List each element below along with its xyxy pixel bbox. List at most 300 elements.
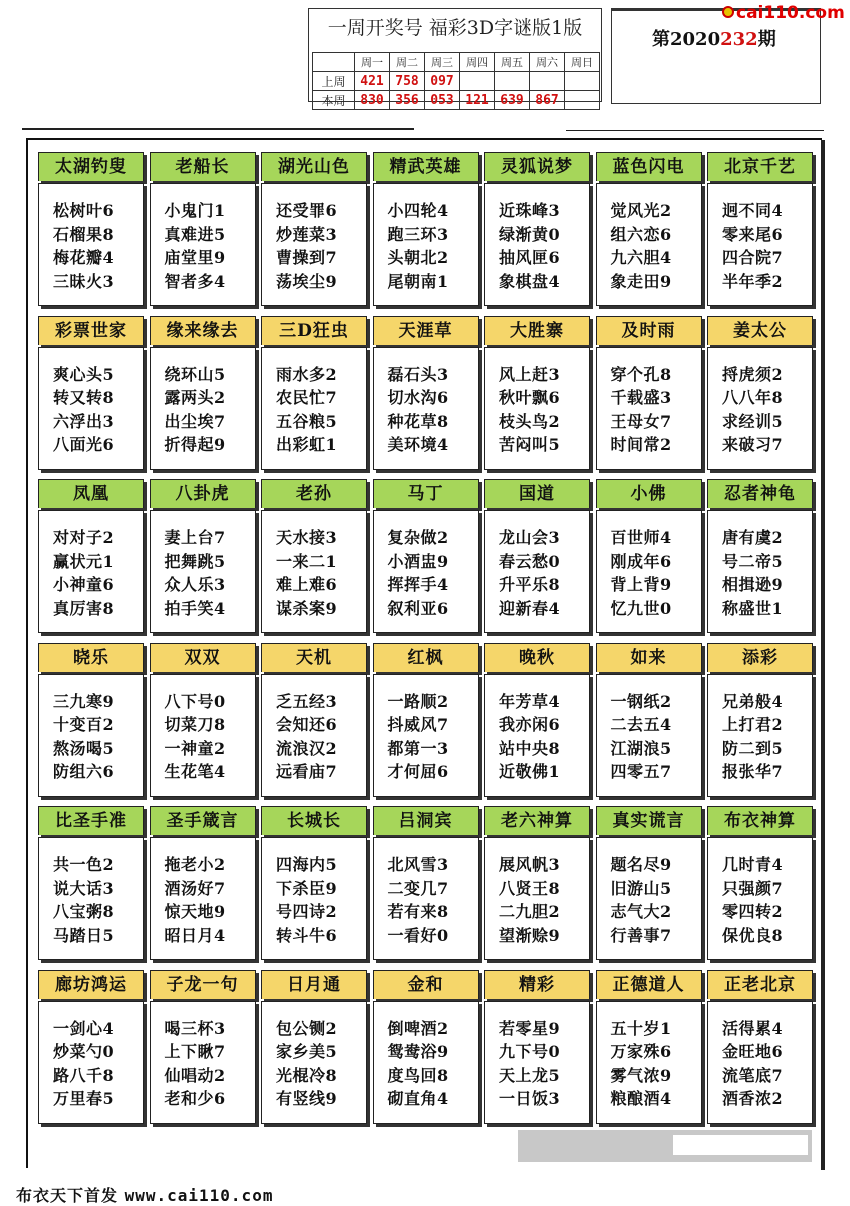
riddle-body <box>707 183 813 306</box>
riddle-body <box>596 674 702 797</box>
riddle-author: 如来 <box>596 643 702 672</box>
riddle-line: 一神童2 <box>164 738 226 758</box>
riddle-line: 北风雪3 <box>387 855 449 874</box>
riddle-line: 八八年8 <box>722 388 784 407</box>
riddle-cell <box>373 479 479 633</box>
riddle-line: 雾气浓9 <box>610 1065 672 1085</box>
riddle-line: 切水沟6 <box>387 388 449 407</box>
issue-prefix: 第2020 <box>652 29 721 50</box>
riddle-author: 吕洞宾 <box>373 806 479 835</box>
riddle-line: 石榴果8 <box>53 224 115 244</box>
riddle-body <box>373 837 479 960</box>
riddle-line: 路八千8 <box>53 1065 115 1085</box>
riddle-body <box>38 183 144 306</box>
riddle-line: 炒菜勺0 <box>53 1042 115 1061</box>
riddle-line: 一来二1 <box>276 551 338 571</box>
riddle-line: 谋杀案9 <box>276 598 338 618</box>
this-week-label: 本周 <box>313 91 355 110</box>
riddle-line: 四零五7 <box>610 762 672 781</box>
riddle-cell <box>707 643 813 797</box>
riddle-line: 种花草8 <box>387 411 449 431</box>
riddle-line: 智者多4 <box>164 271 226 291</box>
riddle-line: 荡埃尘9 <box>276 271 338 291</box>
weekly-draw-panel <box>308 8 602 108</box>
riddle-line: 近珠峰3 <box>499 201 561 220</box>
riddle-author: 正老北京 <box>707 970 813 999</box>
riddle-body <box>150 183 256 306</box>
riddle-line: 头朝北2 <box>387 248 449 267</box>
riddle-cell <box>38 316 144 470</box>
riddle-line: 五谷粮5 <box>276 411 338 431</box>
riddle-author: 双双 <box>150 643 256 672</box>
riddle-line: 下杀臣9 <box>276 878 338 898</box>
riddle-author: 正德道人 <box>596 970 702 999</box>
riddle-body <box>150 510 256 633</box>
day-label: 周六 <box>530 53 565 72</box>
riddle-cell <box>596 479 702 633</box>
footer-blank-slot <box>673 1135 808 1155</box>
riddle-cell <box>596 806 702 960</box>
riddle-body <box>373 510 479 633</box>
riddle-line: 求经训5 <box>722 411 784 431</box>
riddle-body <box>484 1001 590 1124</box>
riddle-body <box>38 1001 144 1124</box>
riddle-line: 鸳鸯浴9 <box>387 1042 449 1061</box>
riddle-line: 真厉害8 <box>53 598 115 618</box>
riddle-body <box>150 837 256 960</box>
riddle-line: 枝头鸟2 <box>499 411 561 431</box>
riddle-line: 二去五4 <box>610 715 672 734</box>
riddle-body <box>150 347 256 470</box>
riddle-line: 时间常2 <box>610 435 672 454</box>
riddle-line: 流浪汉2 <box>276 738 338 758</box>
riddle-author: 老六神算 <box>484 806 590 835</box>
riddle-line: 迎新春4 <box>499 598 561 618</box>
riddle-line: 昭日月4 <box>164 925 226 945</box>
riddle-body <box>373 183 479 306</box>
riddle-line: 曹操到7 <box>276 248 338 267</box>
riddle-cell <box>150 643 256 797</box>
panel-title: 一周开奖号 福彩3D字谜版1版 <box>327 17 583 39</box>
riddle-author: 添彩 <box>707 643 813 672</box>
draw-number: 356 <box>390 91 425 110</box>
riddle-cell <box>596 643 702 797</box>
riddle-line: 刚成年6 <box>610 551 672 571</box>
riddle-line: 尾朝南1 <box>387 271 449 291</box>
riddle-line: 觉风光2 <box>610 201 672 220</box>
riddle-author: 三D狂虫 <box>261 316 367 345</box>
riddle-body <box>150 674 256 797</box>
riddle-line: 美环境4 <box>387 435 449 454</box>
riddle-cell <box>484 479 590 633</box>
riddle-line: 保优良8 <box>722 925 784 945</box>
riddle-author: 忍者神龟 <box>707 479 813 508</box>
riddle-line: 号四诗2 <box>276 902 338 921</box>
riddle-line: 八贤王8 <box>499 878 561 898</box>
draw-number <box>565 72 600 91</box>
riddle-author: 老孙 <box>261 479 367 508</box>
riddle-line: 出尘埃7 <box>164 411 226 431</box>
riddle-line: 惊天地9 <box>164 902 226 921</box>
riddle-author: 缘来缘去 <box>150 316 256 345</box>
riddle-line: 零四转2 <box>722 902 784 921</box>
weekly-draw-table <box>312 52 600 110</box>
riddle-cell <box>38 479 144 633</box>
riddle-line: 忆九世0 <box>610 598 672 618</box>
riddle-cell <box>484 970 590 1124</box>
riddle-author: 蓝色闪电 <box>596 152 702 181</box>
riddle-line: 真难进5 <box>164 224 226 244</box>
riddle-line: 一看好0 <box>387 925 449 945</box>
riddle-line: 号二帝5 <box>722 551 784 571</box>
riddle-line: 出彩虹1 <box>276 435 338 454</box>
riddle-author: 及时雨 <box>596 316 702 345</box>
riddle-body <box>707 347 813 470</box>
riddle-line: 象棋盘4 <box>499 271 561 291</box>
riddle-body <box>596 510 702 633</box>
riddle-line: 光棍冷8 <box>276 1065 338 1085</box>
riddle-body <box>261 183 367 306</box>
riddle-line: 万家殊6 <box>610 1042 672 1061</box>
riddle-body <box>707 674 813 797</box>
credit-text: 布衣天下首发 <box>16 1186 119 1205</box>
riddle-line: 八面光6 <box>53 435 115 454</box>
divider <box>22 128 414 130</box>
riddle-line: 龙山会3 <box>499 528 561 547</box>
riddle-body <box>484 674 590 797</box>
riddle-line: 折得起9 <box>164 435 226 454</box>
frame-shadow <box>821 140 825 1170</box>
riddle-line: 来破习7 <box>722 435 784 454</box>
riddle-line: 对对子2 <box>53 528 115 547</box>
riddle-body <box>261 510 367 633</box>
riddle-line: 九六胆4 <box>610 248 672 267</box>
riddle-line: 转又转8 <box>53 388 115 407</box>
riddle-line: 复杂做2 <box>387 528 449 547</box>
riddle-line: 磊石头3 <box>387 364 449 384</box>
riddle-cell <box>150 152 256 306</box>
brand-logo-icon <box>722 6 734 18</box>
riddle-line: 小神童6 <box>53 575 115 594</box>
riddle-cell <box>484 152 590 306</box>
riddle-line: 共一色2 <box>53 855 115 874</box>
draw-number: 758 <box>390 72 425 91</box>
riddle-line: 乏五经3 <box>276 691 338 711</box>
riddle-cell <box>261 970 367 1124</box>
riddle-line: 挥挥手4 <box>387 575 449 594</box>
riddle-line: 抖威风7 <box>387 715 449 734</box>
riddle-line: 六浮出3 <box>53 411 115 431</box>
riddle-body <box>484 347 590 470</box>
riddle-line: 酒汤好7 <box>164 878 226 898</box>
draw-number: 830 <box>355 91 390 110</box>
riddle-line: 爽心头5 <box>53 364 115 384</box>
riddle-author: 天涯草 <box>373 316 479 345</box>
riddle-body <box>373 347 479 470</box>
riddle-line: 迥不同4 <box>722 201 784 220</box>
riddle-line: 会知还6 <box>276 715 338 734</box>
riddle-line: 报张华7 <box>722 762 784 781</box>
riddle-author: 北京千艺 <box>707 152 813 181</box>
issue-suffix: 期 <box>757 29 776 50</box>
draw-number: 121 <box>460 91 495 110</box>
riddle-author: 精武英雄 <box>373 152 479 181</box>
riddle-line: 八下号0 <box>164 691 226 711</box>
day-label: 周一 <box>355 53 390 72</box>
riddle-line: 赢状元1 <box>53 551 115 571</box>
riddle-line: 题名尽9 <box>610 855 672 874</box>
riddle-body <box>38 837 144 960</box>
riddle-body <box>150 1001 256 1124</box>
riddle-author: 八卦虎 <box>150 479 256 508</box>
riddle-body <box>373 1001 479 1124</box>
draw-number: 097 <box>425 72 460 91</box>
riddle-cell <box>484 643 590 797</box>
riddle-line: 望渐赊9 <box>499 925 561 945</box>
riddle-author: 晓乐 <box>38 643 144 672</box>
riddle-line: 妻上台7 <box>164 528 226 547</box>
riddle-line: 度鸟回8 <box>387 1065 449 1085</box>
riddle-line: 百世师4 <box>610 528 672 547</box>
riddle-line: 防组六6 <box>53 762 115 781</box>
riddle-cell <box>596 316 702 470</box>
riddle-line: 上打君2 <box>722 715 784 734</box>
draw-number: 421 <box>355 72 390 91</box>
issue-number <box>652 25 776 51</box>
riddle-body <box>596 347 702 470</box>
riddle-cell <box>150 479 256 633</box>
riddle-cell <box>373 316 479 470</box>
riddle-body <box>707 1001 813 1124</box>
day-header-row <box>313 53 600 72</box>
riddle-author: 金和 <box>373 970 479 999</box>
riddle-line: 马踏日5 <box>53 925 115 945</box>
riddle-author: 红枫 <box>373 643 479 672</box>
riddle-line: 兄弟般4 <box>722 691 784 711</box>
riddle-line: 旧游山5 <box>610 878 672 898</box>
draw-number <box>460 72 495 91</box>
riddle-line: 流笔底7 <box>722 1065 784 1085</box>
riddle-line: 行善事7 <box>610 925 672 945</box>
last-week-label: 上周 <box>313 72 355 91</box>
draw-number <box>530 72 565 91</box>
riddle-author: 凤凰 <box>38 479 144 508</box>
riddle-line: 远看庙7 <box>276 762 338 781</box>
riddle-body <box>38 674 144 797</box>
riddle-line: 若有来8 <box>387 902 449 921</box>
riddle-body <box>596 837 702 960</box>
riddle-line: 露两头2 <box>164 388 226 407</box>
riddle-author: 大胜寨 <box>484 316 590 345</box>
riddle-line: 半年季2 <box>722 271 784 291</box>
riddle-line: 倒啤酒2 <box>387 1018 449 1038</box>
riddle-body <box>596 183 702 306</box>
riddle-author: 彩票世家 <box>38 316 144 345</box>
day-label: 周五 <box>495 53 530 72</box>
riddle-body <box>596 1001 702 1124</box>
riddle-line: 把舞跳5 <box>164 551 226 571</box>
riddle-line: 零来尾6 <box>722 224 784 244</box>
riddle-author: 小佛 <box>596 479 702 508</box>
riddle-line: 秋叶飘6 <box>499 388 561 407</box>
corner-cell <box>313 53 355 72</box>
riddle-author: 真实谎言 <box>596 806 702 835</box>
riddle-line: 捋虎须2 <box>722 364 784 384</box>
riddle-line: 众人乐3 <box>164 575 226 594</box>
riddle-line: 称盛世1 <box>722 598 784 618</box>
riddle-cell <box>261 316 367 470</box>
draw-number: 639 <box>495 91 530 110</box>
riddle-author: 比圣手准 <box>38 806 144 835</box>
riddle-body <box>707 837 813 960</box>
riddle-line: 三九寒9 <box>53 691 115 711</box>
riddle-line: 一路顺2 <box>387 691 449 711</box>
day-label: 周三 <box>425 53 460 72</box>
riddle-line: 苦闷叫5 <box>499 435 561 454</box>
riddle-line: 抽风匣6 <box>499 248 561 267</box>
riddle-line: 松树叶6 <box>53 201 115 220</box>
riddle-body <box>38 347 144 470</box>
riddle-author: 姜太公 <box>707 316 813 345</box>
riddle-line: 组六恋6 <box>610 224 672 244</box>
footer-credit <box>16 1183 273 1206</box>
brand-watermark: cai110.com <box>736 3 845 23</box>
riddle-line: 近敬佛1 <box>499 762 561 781</box>
riddle-line: 王母女7 <box>610 411 672 431</box>
riddle-line: 天上龙5 <box>499 1065 561 1085</box>
riddle-line: 千载盛3 <box>610 388 672 407</box>
riddle-line: 熬汤喝5 <box>53 738 115 758</box>
riddle-line: 几时青4 <box>722 855 784 874</box>
riddle-line: 展风帆3 <box>499 855 561 874</box>
riddle-cell <box>484 806 590 960</box>
riddle-line: 说大话3 <box>53 878 115 898</box>
riddle-line: 绕环山5 <box>164 364 226 384</box>
riddle-author: 晚秋 <box>484 643 590 672</box>
riddle-cell <box>150 316 256 470</box>
riddle-line: 拖老小2 <box>164 855 226 874</box>
riddle-author: 太湖钓叟 <box>38 152 144 181</box>
day-label: 周日 <box>565 53 600 72</box>
riddle-line: 仙唱动2 <box>164 1065 226 1085</box>
riddle-line: 绿渐黄0 <box>499 224 561 244</box>
draw-number <box>565 91 600 110</box>
riddle-line: 二九胆2 <box>499 902 561 921</box>
riddle-line: 活得累4 <box>722 1018 784 1038</box>
riddle-cell <box>707 152 813 306</box>
riddle-cell <box>373 970 479 1124</box>
riddle-line: 四海内5 <box>276 855 338 874</box>
riddle-line: 万里春5 <box>53 1089 115 1108</box>
issue-highlight: 232 <box>720 29 758 50</box>
riddle-cell <box>261 643 367 797</box>
riddle-line: 三昧火3 <box>53 271 115 291</box>
riddle-line: 上下瞅7 <box>164 1042 226 1061</box>
riddle-line: 穿个孔8 <box>610 364 672 384</box>
riddle-line: 二变几7 <box>387 878 449 898</box>
riddle-line: 志气大2 <box>610 902 672 921</box>
riddle-cell <box>261 479 367 633</box>
riddle-line: 切菜刀8 <box>164 715 226 734</box>
riddle-author: 廊坊鸿运 <box>38 970 144 999</box>
riddle-cell <box>596 152 702 306</box>
riddle-line: 四合院7 <box>722 248 784 267</box>
riddle-author: 圣手箴言 <box>150 806 256 835</box>
riddle-line: 十变百2 <box>53 715 115 734</box>
riddle-line: 拍手笑4 <box>164 598 226 618</box>
riddle-line: 我亦闲6 <box>499 715 561 734</box>
riddle-cell <box>373 806 479 960</box>
riddle-line: 喝三杯3 <box>164 1018 226 1038</box>
riddle-line: 八宝粥8 <box>53 902 115 921</box>
riddle-cell <box>707 316 813 470</box>
riddle-cell <box>373 152 479 306</box>
riddle-line: 砌直角4 <box>387 1089 449 1108</box>
day-label: 周四 <box>460 53 495 72</box>
riddle-author: 长城长 <box>261 806 367 835</box>
riddle-cell <box>38 643 144 797</box>
riddle-author: 马丁 <box>373 479 479 508</box>
riddle-line: 唐有虞2 <box>722 528 784 547</box>
riddle-cell <box>38 152 144 306</box>
riddle-line: 若零星9 <box>499 1018 561 1038</box>
riddle-body <box>484 837 590 960</box>
riddle-cell <box>596 970 702 1124</box>
riddle-author: 湖光山色 <box>261 152 367 181</box>
riddle-line: 春云愁0 <box>499 551 561 571</box>
riddle-cell <box>150 806 256 960</box>
this-week-row <box>313 91 600 110</box>
riddle-cell <box>707 479 813 633</box>
riddle-line: 粮酿酒4 <box>610 1089 672 1108</box>
riddle-body <box>261 347 367 470</box>
riddle-line: 一钢纸2 <box>610 691 672 711</box>
riddle-author: 布衣神算 <box>707 806 813 835</box>
draw-number: 867 <box>530 91 565 110</box>
divider <box>566 130 824 131</box>
riddle-cell <box>707 806 813 960</box>
riddle-line: 小酒盅9 <box>387 551 449 571</box>
riddle-line: 天水接3 <box>276 528 338 547</box>
riddle-cell <box>484 316 590 470</box>
riddle-author: 国道 <box>484 479 590 508</box>
riddle-cell <box>150 970 256 1124</box>
riddle-cell <box>261 152 367 306</box>
riddle-line: 跑三环3 <box>387 224 449 244</box>
riddle-author: 日月通 <box>261 970 367 999</box>
riddle-line: 庙堂里9 <box>164 248 226 267</box>
riddle-line: 年芳草4 <box>499 691 561 711</box>
riddle-line: 包公铡2 <box>276 1018 338 1038</box>
riddle-body <box>38 510 144 633</box>
riddle-line: 九下号0 <box>499 1042 561 1061</box>
riddle-body <box>261 1001 367 1124</box>
riddle-cell <box>707 970 813 1124</box>
draw-number: 053 <box>425 91 460 110</box>
riddle-line: 老和少6 <box>164 1089 226 1108</box>
riddle-line: 炒莲菜3 <box>276 224 338 244</box>
riddle-line: 酒香浓2 <box>722 1089 784 1108</box>
riddle-cell <box>38 970 144 1124</box>
riddle-line: 还受罪6 <box>276 201 338 220</box>
riddle-line: 一日饭3 <box>499 1089 561 1108</box>
riddle-line: 相揖逊9 <box>722 575 784 594</box>
riddle-author: 精彩 <box>484 970 590 999</box>
riddle-line: 背上背9 <box>610 575 672 594</box>
riddle-line: 象走田9 <box>610 271 672 291</box>
riddle-line: 叙利亚6 <box>387 598 449 618</box>
riddle-author: 灵狐说梦 <box>484 152 590 181</box>
